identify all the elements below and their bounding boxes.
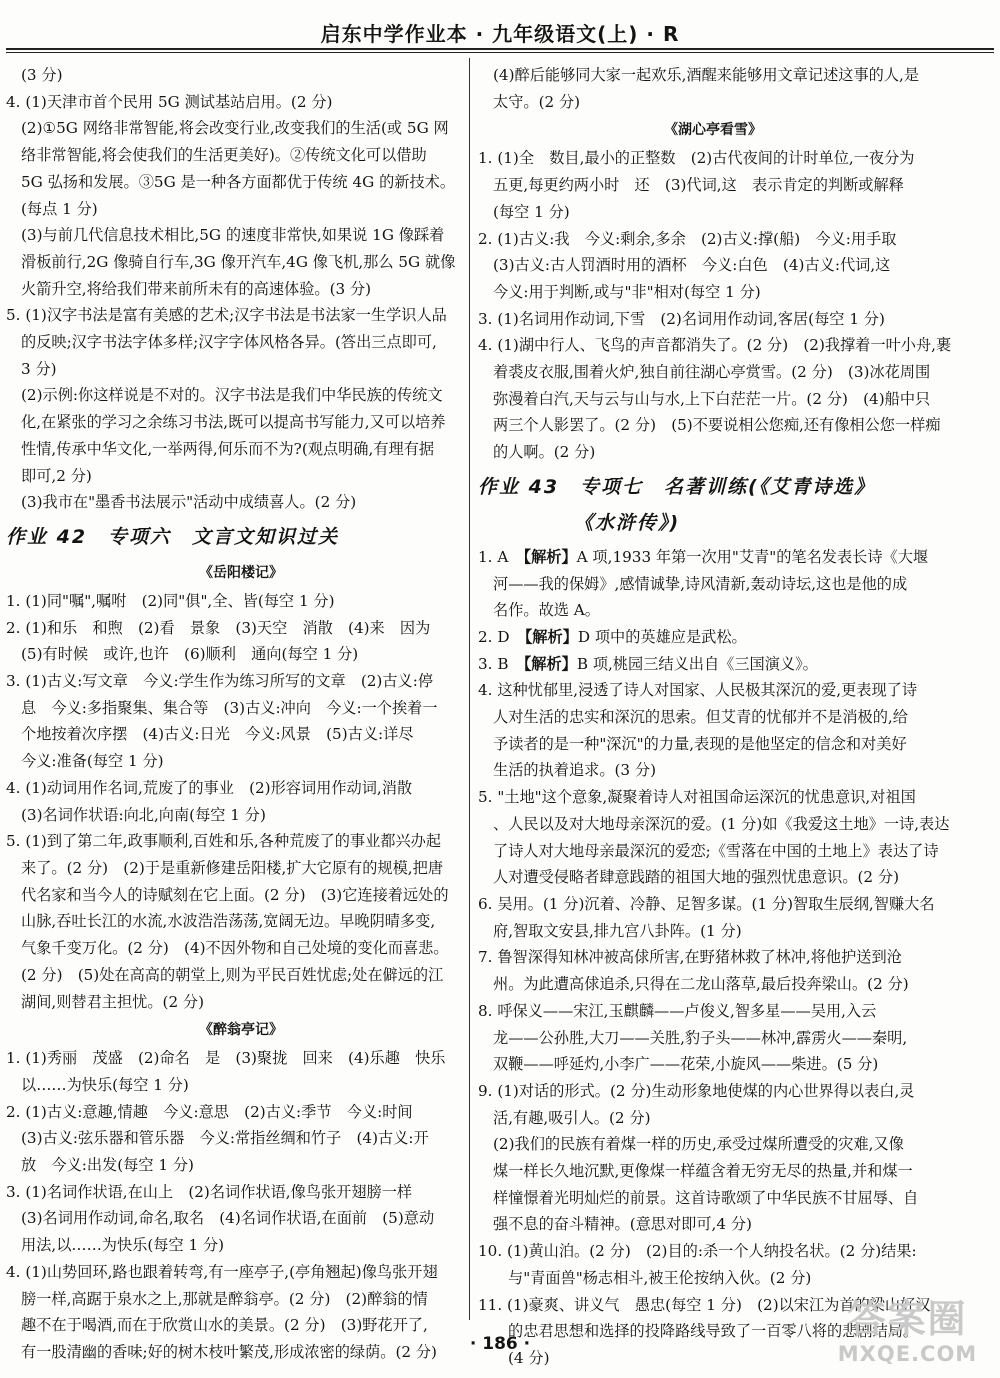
text-line: 予读者的是一种"深沉"的力量,表现的是他坚定的信念和对美好: [493, 734, 907, 753]
text-line: 6. 吴用。(1 分)沉着、冷静、足智多谋。(1 分)智取生辰纲,智赚大名: [478, 894, 935, 913]
text-line: (每空 1 分): [493, 202, 570, 221]
text-line: 5. (1)到了第二年,政事顺利,百姓和乐,各种荒废了的事业都兴办起: [6, 832, 442, 851]
text-line: 煤一样长久地沉默,更像煤一样蕴含着无穷无尽的热量,并和煤一: [493, 1162, 913, 1181]
text-line: (2 分) (5)处在高高的朝堂上,则为平民百姓忧虑;处在僻远的江: [21, 965, 444, 984]
text-line: (3)名词作状语:向北,向南(每空 1 分): [21, 805, 266, 824]
subsection-title-zuiwengting: 《醉翁亭记》: [199, 1022, 283, 1039]
section-title-43: 作业 43 专项七 名著训练(《艾青诗选》: [478, 475, 876, 498]
text-line: (每点 1 分): [21, 199, 98, 218]
answer-line: [478, 651, 948, 678]
text-line: 4. (1)湖中行人、飞鸟的声音都消失了。(2 分) (2)我撑着一叶小舟,裹: [478, 336, 952, 355]
text-line: 着裘皮衣服,围着火炉,独自前往湖心亭赏雪。(2 分) (3)冰花周围: [493, 363, 931, 382]
text-line: 气象千变万化。(2 分) (4)不因外物和自己处境的变化而喜悲。: [21, 939, 449, 958]
text-line: 8. 呼保义——宋江,玉麒麟——卢俊义,智多星——吴用,入云: [478, 1001, 877, 1020]
text-line: 活,有趣,吸引人。(2 分): [493, 1108, 651, 1127]
text-line: 3 分): [21, 359, 57, 378]
page-number: · 186 ·: [469, 1334, 531, 1354]
header-rule: [6, 48, 994, 50]
subsection-title-yueyanglou: 《岳阳楼记》: [199, 564, 283, 581]
page-title: 启东中学作业本 · 九年级语文(上) · R: [320, 22, 680, 46]
text-line: 今义:用于判断,或与"非"相对(每空 1 分): [493, 282, 761, 301]
text-line: 趣不在于喝酒,而在于欣赏山水的美景。(2 分) (3)野花开了,: [21, 1316, 428, 1335]
text-line: 人对遭受侵略者肆意践踏的祖国大地的强烈忧患意识。(2 分): [493, 868, 900, 887]
section-title-43-continued: 《水浒传》): [574, 511, 681, 534]
text-line: 有一股清幽的香味;好的树木枝叶繁茂,形成浓密的绿荫。(2 分): [21, 1342, 437, 1361]
text-line: 2. (1)和乐 和煦 (2)看 景象 (3)天空 消散 (4)来 因为: [6, 618, 431, 637]
text-line: (3)与前几代信息技术相比,5G 的速度非常快,如果说 1G 像踩着: [21, 226, 445, 245]
question-number: 3. B: [478, 654, 524, 673]
analysis-text: D 项中的英雄应是武松。: [577, 627, 747, 646]
text-line: 了诗人对大地母亲最深沉的爱恋;《雪落在中国的土地上》表达了诗: [493, 841, 939, 860]
text-line: 5G 弘扬和发展。③5G 是一种各方面都优于传统 4G 的新技术。: [21, 172, 456, 191]
text-line: 用法,以……为快乐(每空 1 分): [21, 1236, 225, 1255]
text-line: (3)古义:弦乐器和管乐器 今义:常指丝绸和竹子 (4)古义:开: [21, 1129, 429, 1148]
text-line: 今义:准备(每空 1 分): [21, 752, 164, 771]
analysis-text: B 项,桃园三结义出自《三国演义》。: [576, 654, 818, 673]
text-line: 强不息的奋斗精神。(意思对即可,4 分): [493, 1215, 752, 1234]
text-line: 双鞭——呼延灼,小李广——花荣,小旋风——柴进。(5 分): [493, 1055, 879, 1074]
text-line: 1. (1)秀丽 茂盛 (2)命名 是 (3)聚拢 回来 (4)乐趣 快乐: [6, 1049, 446, 1068]
question-number: 1. A: [478, 547, 524, 566]
text-line: 4. (1)山势回环,路也跟着转弯,有一座亭子,(亭角翘起)像鸟张开翅: [6, 1262, 438, 1281]
text-line: 的人啊。(2 分): [493, 443, 596, 462]
text-line: 4. 这种忧郁里,浸透了诗人对国家、人民极其深沉的爱,更表现了诗: [478, 681, 918, 700]
section-title-42: 作业 42 专项六 文言文知识过关: [6, 525, 340, 548]
analysis-text: A 项,1933 年第一次用"艾青"的笔名发表长诗《大堰: [576, 547, 929, 566]
subsection-title-huxinting: 《湖心亭看雪》: [664, 122, 762, 139]
text-line: 来了。(2 分) (2)于是重新修建岳阳楼,扩大它原有的规模,把唐: [21, 858, 444, 877]
text-line: 5. (1)汉字书法是富有美感的艺术;汉字书法是书法家一生学识人品: [6, 306, 447, 325]
text-line: 1. (1)同"嘱",嘱咐 (2)同"俱",全、皆(每空 1 分): [6, 591, 335, 610]
text-line: 3. (1)古义:写文章 今义:学生作为练习所写的文章 (2)古义:停: [6, 672, 434, 691]
text-line: (3)我市在"墨香书法展示"活动中成绩喜人。(2 分): [21, 493, 357, 512]
text-line: (4 分): [508, 1348, 550, 1367]
text-line: 2. (1)古义:意趣,情趣 今义:意思 (2)古义:季节 今义:时间: [6, 1102, 413, 1121]
page-header: [0, 0, 1000, 58]
analysis-tag: 【解析】: [523, 654, 577, 673]
text-line: 5. "土地"这个意象,凝聚着诗人对祖国命运深沉的忧患意识,对祖国: [478, 788, 916, 807]
text-line: 3. (1)名词用作动词,下雪 (2)名词用作动词,客居(每空 1 分): [478, 309, 885, 328]
text-line: 滑板前行,2G 像骑自行车,3G 像开汽车,4G 像飞机,那么 5G 就像: [21, 252, 456, 271]
left-column: [6, 62, 476, 1361]
text-line: (2)①5G 网络非常智能,将会改变行业,改变我们的生活(或 5G 网: [21, 119, 449, 138]
text-line: 膀一样,高踞于泉水之上,那就是醉翁亭。(2 分) (2)醉翁的情: [21, 1289, 428, 1308]
text-line: 以……为快乐(每空 1 分): [21, 1075, 189, 1094]
text-line: 太守。(2 分): [493, 92, 581, 111]
text-line: 五更,每更约两小时 还 (3)代词,这 表示肯定的判断或解释: [493, 176, 904, 195]
text-line: 两三个人影罢了。(2 分) (5)不要说相公您痴,还有像相公您一样痴: [493, 416, 941, 435]
text-line: 2. (1)古义:我 今义:剩余,多余 (2)古义:撑(船) 今义:用手取: [478, 229, 897, 248]
text-line: (4)醉后能够同大家一起欢乐,酒醒来能够用文章记述这事的人,是: [493, 66, 920, 84]
text-line: 个地按着次序摆 (4)古义:日光 今义:风景 (5)古义:详尽: [21, 725, 414, 744]
text-line: 名作。故选 A。: [493, 601, 600, 620]
text-line: 1. (1)全 数目,最小的正整数 (2)古代夜间的计时单位,一夜分为: [478, 149, 915, 168]
text-line: 弥漫着白汽,天与云与山与水,上下白茫茫一片。(2 分) (4)船中只: [493, 389, 931, 408]
text-line: 性情,传承中华文化,一举两得,何乐而不为?(观点明确,有理有据: [21, 439, 435, 458]
text-line: 州。为此遭高俅追杀,只得在二龙山落草,最后投奔梁山。(2 分): [493, 975, 909, 994]
text-line: 3. (1)名词作状语,在山上 (2)名词作状语,像鸟张开翅膀一样: [6, 1182, 413, 1201]
text-line: 的反映;汉字书法字体多样;汉字字体风格各异。(答出三点即可,: [21, 333, 437, 352]
text-line: 代名家和当今人的诗赋刻在它上面。(2 分) (3)它连接着远处的: [21, 885, 449, 904]
text-line: (2)示例:你这样说是不对的。汉字书法是我们中华民族的传统文: [21, 386, 443, 405]
text-line: 放 今义:出发(每空 1 分): [21, 1156, 194, 1175]
text-line: 、人民以及对大地母亲深沉的爱。(1 分)如《我爱这土地》一诗,表达: [493, 814, 950, 833]
text-line: 化,在紧张的学习之余练习书法,既可以提高书写能力,又可以培养: [21, 413, 446, 432]
answer-line: [478, 544, 948, 571]
text-line: 10. (1)黄山泊。(2 分) (2)目的:杀一个人纳投名状。(2 分)结果:: [478, 1242, 917, 1261]
text-line: 河——我的保姆》,感情诚挚,诗风清新,轰动诗坛,这也是他的成: [493, 574, 908, 593]
text-line: (5)有时候 或许,也许 (6)顺利 通向(每空 1 分): [21, 645, 359, 664]
text-line: 7. 鲁智深得知林冲被高俅所害,在野猪林救了林冲,将他护送到沧: [478, 948, 902, 967]
text-line: (3)名词用作动词,命名,取名 (4)名词作状语,在面前 (5)意动: [21, 1209, 435, 1228]
text-line: 的忠君思想和选择的投降路线导致了一百零八将的悲剧结局。: [508, 1322, 919, 1341]
text-line: (2)我们的民族有着煤一样的历史,承受过煤所遭受的灾难,又像: [493, 1135, 904, 1154]
answer-line: [478, 624, 948, 651]
text-line: (3)古义:古人罚酒时用的酒杯 今义:白色 (4)古义:代词,这: [493, 256, 891, 275]
watermark-url: MXQE.COM: [837, 1342, 978, 1366]
text-line: 4. (1)动词用作名词,荒废了的事业 (2)形容词用作动词,消散: [6, 778, 413, 797]
text-line: 山脉,吞吐长江的水流,水波浩浩荡荡,宽阔无边。早晚阴晴多变,: [21, 912, 436, 931]
text-line: 即可,2 分): [21, 466, 92, 485]
text-line: 息 今义:多指聚集、集合等 (3)古义:冲向 今义:一个挨着一: [21, 698, 438, 717]
text-line: 9. (1)对话的形式。(2 分)生动形象地使煤的内心世界得以表白,灵: [478, 1081, 915, 1100]
text-line: 11. (1)豪爽、讲义气 愚忠(每空 1 分) (2)以宋江为首的梁山好汉: [478, 1295, 931, 1314]
question-number: 2. D: [478, 627, 525, 646]
text-line: 络非常智能,将会使我们的生活更美好)。②传统文化可以借助: [21, 146, 427, 165]
text-line: 龙——公孙胜,大刀——关胜,豹子头——林冲,霹雳火——秦明,: [493, 1028, 908, 1047]
text-line: 样憧憬着光明灿烂的前景。这首诗歌颂了中华民族不甘屈辱、自: [493, 1188, 919, 1207]
text-line: (3 分): [21, 66, 63, 84]
text-line: 府,智取文安县,排九宫八卦阵。(1 分): [493, 921, 742, 940]
watermark-text: 答案圈: [847, 1297, 968, 1341]
watermark-logo: [825, 1296, 990, 1374]
text-line: 湖间,则替君主担忧。(2 分): [21, 992, 205, 1011]
text-line: 生活的执着追求。(3 分): [493, 761, 657, 780]
header-rule-thin: [6, 52, 994, 53]
text-line: 人对生活的忠实和深沉的思索。但艾青的忧郁并不是消极的,给: [493, 708, 908, 727]
text-line: 4. (1)天津市首个民用 5G 测试基站启用。(2 分): [6, 92, 333, 111]
analysis-tag: 【解析】: [524, 627, 578, 646]
text-line: 火箭升空,将给我们带来前所未有的高速体验。(3 分): [21, 279, 372, 298]
analysis-tag: 【解析】: [523, 547, 577, 566]
text-line: 与"青面兽"杨志相斗,被王伦按纳入伙。(2 分): [508, 1268, 812, 1287]
